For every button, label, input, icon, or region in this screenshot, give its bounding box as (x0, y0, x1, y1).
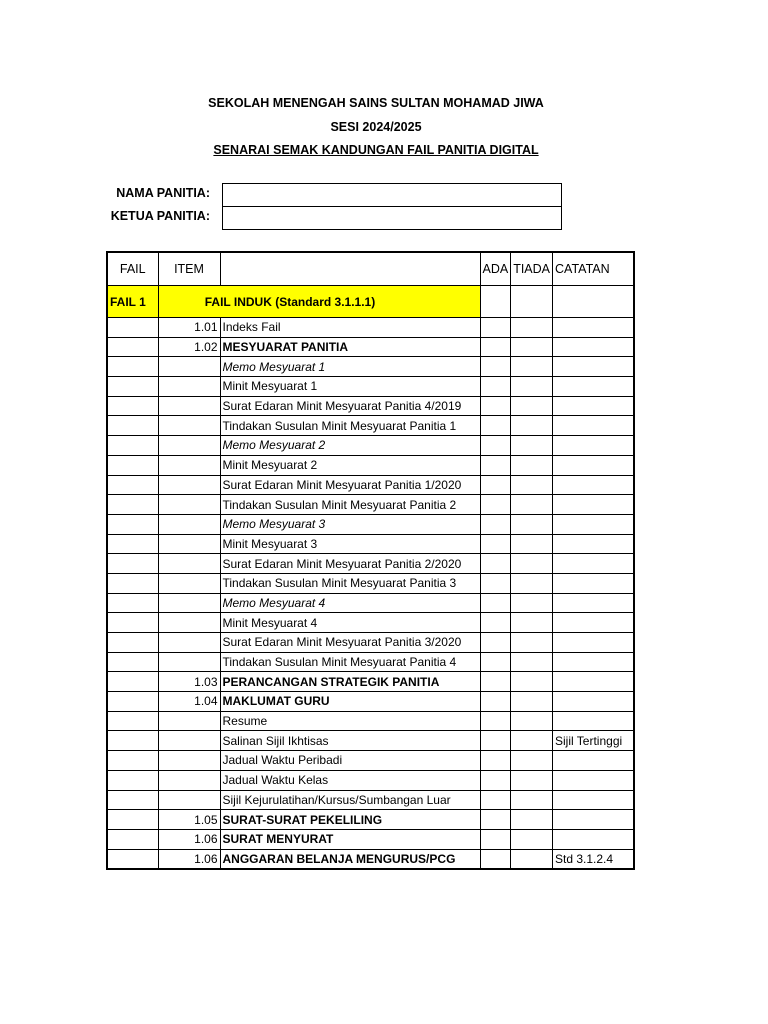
row-item-number (158, 770, 220, 790)
row-description: PERANCANGAN STRATEGIK PANITIA (220, 672, 480, 692)
row-tiada-cell[interactable] (511, 554, 553, 574)
row-description: Memo Mesyuarat 4 (220, 593, 480, 613)
col-header-item: ITEM (158, 252, 220, 286)
row-ada-cell[interactable] (480, 573, 511, 593)
row-description: Surat Edaran Minit Mesyuarat Panitia 3/2020 (220, 633, 480, 653)
row-catatan[interactable] (553, 711, 634, 731)
row-ada-cell[interactable] (480, 337, 511, 357)
row-fail-cell[interactable] (107, 593, 158, 613)
row-ada-cell[interactable] (480, 554, 511, 574)
row-catatan[interactable] (553, 593, 634, 613)
row-item-number (158, 357, 220, 377)
row-item-number (158, 416, 220, 436)
row-item-number (158, 633, 220, 653)
row-fail-cell[interactable] (107, 672, 158, 692)
row-tiada-cell[interactable] (511, 672, 553, 692)
table-row (107, 357, 634, 377)
col-header-ada: ADA (480, 252, 511, 286)
row-tiada-cell[interactable] (511, 692, 553, 712)
table-row (107, 613, 634, 633)
table-row (107, 849, 634, 869)
row-description: Tindakan Susulan Minit Mesyuarat Panitia 2 (220, 495, 480, 515)
row-description: Minit Mesyuarat 4 (220, 613, 480, 633)
table-row (107, 416, 634, 436)
table-row (107, 770, 634, 790)
row-catatan[interactable] (553, 514, 634, 534)
row-fail-cell[interactable] (107, 377, 158, 397)
row-tiada-cell[interactable] (511, 377, 553, 397)
row-catatan[interactable] (553, 692, 634, 712)
col-header-desc (220, 252, 480, 286)
row-catatan[interactable] (553, 396, 634, 416)
row-tiada-cell[interactable] (511, 573, 553, 593)
table-row (107, 672, 634, 692)
row-tiada-cell[interactable] (511, 396, 553, 416)
row-tiada-cell[interactable] (511, 711, 553, 731)
row-fail-cell[interactable] (107, 534, 158, 554)
row-item-number (158, 455, 220, 475)
row-tiada-cell[interactable] (511, 318, 553, 338)
row-catatan[interactable] (553, 534, 634, 554)
row-ada-cell[interactable] (480, 416, 511, 436)
row-tiada-cell[interactable] (511, 633, 553, 653)
row-description: Surat Edaran Minit Mesyuarat Panitia 2/2020 (220, 554, 480, 574)
row-tiada-cell[interactable] (511, 357, 553, 377)
row-description: Jadual Waktu Kelas (220, 770, 480, 790)
row-description: ANGGARAN BELANJA MENGURUS/PCG (220, 849, 480, 869)
row-catatan[interactable] (553, 790, 634, 810)
row-item-number: 1.05 (158, 810, 220, 830)
row-tiada-cell[interactable] (511, 337, 553, 357)
row-catatan[interactable] (553, 337, 634, 357)
row-catatan[interactable] (553, 573, 634, 593)
row-fail-cell[interactable] (107, 357, 158, 377)
row-item-number: 1.06 (158, 849, 220, 869)
row-fail-cell[interactable] (107, 770, 158, 790)
row-tiada-cell[interactable] (511, 849, 553, 869)
table-row (107, 534, 634, 554)
checklist-table (106, 251, 635, 870)
row-item-number: 1.06 (158, 829, 220, 849)
row-item-number: 1.02 (158, 337, 220, 357)
table-row (107, 751, 634, 771)
row-item-number: 1.03 (158, 672, 220, 692)
row-fail-cell[interactable] (107, 711, 158, 731)
row-catatan[interactable] (553, 554, 634, 574)
row-fail-cell[interactable] (107, 829, 158, 849)
row-tiada-cell[interactable] (511, 416, 553, 436)
row-tiada-cell[interactable] (511, 790, 553, 810)
section-catatan-cell[interactable] (553, 286, 634, 318)
row-description: Memo Mesyuarat 1 (220, 357, 480, 377)
row-ada-cell[interactable] (480, 711, 511, 731)
row-item-number (158, 436, 220, 456)
table-row (107, 318, 634, 338)
row-catatan[interactable]: Std 3.1.2.4 (553, 849, 634, 869)
row-item-number (158, 396, 220, 416)
row-fail-cell[interactable] (107, 790, 158, 810)
row-ada-cell[interactable] (480, 770, 511, 790)
row-fail-cell[interactable] (107, 396, 158, 416)
table-row (107, 711, 634, 731)
section-fail: FAIL 1 (107, 286, 158, 318)
table-row (107, 436, 634, 456)
row-description: Minit Mesyuarat 1 (220, 377, 480, 397)
row-item-number (158, 790, 220, 810)
row-item-number (158, 731, 220, 751)
row-ada-cell[interactable] (480, 849, 511, 869)
row-catatan[interactable] (553, 672, 634, 692)
table-row (107, 731, 634, 751)
row-catatan[interactable] (553, 495, 634, 515)
row-catatan[interactable] (553, 455, 634, 475)
row-fail-cell[interactable] (107, 455, 158, 475)
table-row (107, 810, 634, 830)
row-description: Surat Edaran Minit Mesyuarat Panitia 4/2019 (220, 396, 480, 416)
row-fail-cell[interactable] (107, 514, 158, 534)
row-item-number (158, 514, 220, 534)
section-row (107, 286, 634, 318)
row-item-number: 1.04 (158, 692, 220, 712)
row-catatan[interactable] (553, 751, 634, 771)
row-item-number (158, 751, 220, 771)
row-catatan[interactable] (553, 633, 634, 653)
row-tiada-cell[interactable] (511, 613, 553, 633)
table-row (107, 337, 634, 357)
row-item-number (158, 534, 220, 554)
row-catatan[interactable] (553, 357, 634, 377)
school-name: SEKOLAH MENENGAH SAINS SULTAN MOHAMAD JIWA (208, 96, 544, 110)
row-description: Resume (220, 711, 480, 731)
row-item-number (158, 475, 220, 495)
row-item-number: 1.01 (158, 318, 220, 338)
row-description: MAKLUMAT GURU (220, 692, 480, 712)
row-ada-cell[interactable] (480, 455, 511, 475)
row-item-number (158, 711, 220, 731)
table-row (107, 475, 634, 495)
row-tiada-cell[interactable] (511, 455, 553, 475)
row-fail-cell[interactable] (107, 573, 158, 593)
table-row (107, 377, 634, 397)
row-description: Indeks Fail (220, 318, 480, 338)
row-tiada-cell[interactable] (511, 534, 553, 554)
table-row (107, 495, 634, 515)
row-fail-cell[interactable] (107, 436, 158, 456)
row-ada-cell[interactable] (480, 436, 511, 456)
row-fail-cell[interactable] (107, 652, 158, 672)
table-row (107, 455, 634, 475)
row-fail-cell[interactable] (107, 416, 158, 436)
row-catatan[interactable] (553, 829, 634, 849)
row-tiada-cell[interactable] (511, 652, 553, 672)
table-row (107, 633, 634, 653)
table-header-row (107, 252, 634, 286)
row-ada-cell[interactable] (480, 652, 511, 672)
row-item-number (158, 613, 220, 633)
table-row (107, 396, 634, 416)
row-description: Minit Mesyuarat 3 (220, 534, 480, 554)
row-ada-cell[interactable] (480, 751, 511, 771)
row-description: SURAT-SURAT PEKELILING (220, 810, 480, 830)
nama-panitia-field[interactable] (222, 183, 562, 207)
col-header-fail: FAIL (107, 252, 158, 286)
row-item-number (158, 495, 220, 515)
row-description: Memo Mesyuarat 2 (220, 436, 480, 456)
row-ada-cell[interactable] (480, 633, 511, 653)
row-description: Tindakan Susulan Minit Mesyuarat Panitia 1 (220, 416, 480, 436)
row-catatan[interactable] (553, 436, 634, 456)
row-description: Surat Edaran Minit Mesyuarat Panitia 1/2020 (220, 475, 480, 495)
table-row (107, 652, 634, 672)
row-ada-cell[interactable] (480, 790, 511, 810)
row-ada-cell[interactable] (480, 829, 511, 849)
row-tiada-cell[interactable] (511, 436, 553, 456)
row-description: Tindakan Susulan Minit Mesyuarat Panitia 3 (220, 573, 480, 593)
row-fail-cell[interactable] (107, 751, 158, 771)
row-tiada-cell[interactable] (511, 514, 553, 534)
section-ada-cell[interactable] (480, 286, 511, 318)
row-ada-cell[interactable] (480, 731, 511, 751)
row-ada-cell[interactable] (480, 495, 511, 515)
ketua-panitia-field[interactable] (222, 206, 562, 230)
row-catatan[interactable] (553, 416, 634, 436)
row-ada-cell[interactable] (480, 357, 511, 377)
row-tiada-cell[interactable] (511, 751, 553, 771)
nama-panitia-label: NAMA PANITIA: (116, 186, 210, 200)
row-tiada-cell[interactable] (511, 731, 553, 751)
row-item-number (158, 554, 220, 574)
table-row (107, 692, 634, 712)
row-description: Jadual Waktu Peribadi (220, 751, 480, 771)
ketua-panitia-label: KETUA PANITIA: (110, 209, 210, 223)
col-header-catatan: CATATAN (553, 252, 634, 286)
row-tiada-cell[interactable] (511, 593, 553, 613)
row-fail-cell[interactable] (107, 337, 158, 357)
row-description: SURAT MENYURAT (220, 829, 480, 849)
row-ada-cell[interactable] (480, 318, 511, 338)
table-row (107, 573, 634, 593)
row-ada-cell[interactable] (480, 672, 511, 692)
row-catatan[interactable] (553, 613, 634, 633)
row-ada-cell[interactable] (480, 396, 511, 416)
row-tiada-cell[interactable] (511, 495, 553, 515)
row-description: Memo Mesyuarat 3 (220, 514, 480, 534)
table-row (107, 790, 634, 810)
row-ada-cell[interactable] (480, 534, 511, 554)
row-description: Minit Mesyuarat 2 (220, 455, 480, 475)
document-title: SENARAI SEMAK KANDUNGAN FAIL PANITIA DIGITAL (213, 143, 539, 157)
row-catatan[interactable] (553, 770, 634, 790)
row-ada-cell[interactable] (480, 514, 511, 534)
session-label: SESI 2024/2025 (330, 120, 422, 134)
row-item-number (158, 652, 220, 672)
row-ada-cell[interactable] (480, 810, 511, 830)
section-title: FAIL INDUK (Standard 3.1.1.1) (158, 286, 480, 318)
row-ada-cell[interactable] (480, 692, 511, 712)
row-catatan[interactable] (553, 810, 634, 830)
row-ada-cell[interactable] (480, 475, 511, 495)
row-tiada-cell[interactable] (511, 770, 553, 790)
row-catatan[interactable] (553, 377, 634, 397)
row-fail-cell[interactable] (107, 554, 158, 574)
section-tiada-cell[interactable] (511, 286, 553, 318)
table-row (107, 514, 634, 534)
row-catatan[interactable]: Sijil Tertinggi (553, 731, 634, 751)
row-catatan[interactable] (553, 475, 634, 495)
row-fail-cell[interactable] (107, 849, 158, 869)
row-description: Sijil Kejurulatihan/Kursus/Sumbangan Luar (220, 790, 480, 810)
row-tiada-cell[interactable] (511, 829, 553, 849)
row-description: Tindakan Susulan Minit Mesyuarat Panitia 4 (220, 652, 480, 672)
row-ada-cell[interactable] (480, 593, 511, 613)
row-fail-cell[interactable] (107, 475, 158, 495)
row-fail-cell[interactable] (107, 731, 158, 751)
row-description: MESYUARAT PANITIA (220, 337, 480, 357)
row-fail-cell[interactable] (107, 810, 158, 830)
row-ada-cell[interactable] (480, 613, 511, 633)
table-row (107, 554, 634, 574)
row-fail-cell[interactable] (107, 633, 158, 653)
row-tiada-cell[interactable] (511, 810, 553, 830)
row-fail-cell[interactable] (107, 613, 158, 633)
row-fail-cell[interactable] (107, 495, 158, 515)
table-row (107, 593, 634, 613)
row-tiada-cell[interactable] (511, 475, 553, 495)
row-item-number (158, 593, 220, 613)
row-item-number (158, 377, 220, 397)
table-row (107, 829, 634, 849)
row-fail-cell[interactable] (107, 318, 158, 338)
row-item-number (158, 573, 220, 593)
col-header-tiada: TIADA (511, 252, 553, 286)
row-ada-cell[interactable] (480, 377, 511, 397)
row-catatan[interactable] (553, 652, 634, 672)
row-catatan[interactable] (553, 318, 634, 338)
row-description: Salinan Sijil Ikhtisas (220, 731, 480, 751)
row-fail-cell[interactable] (107, 692, 158, 712)
